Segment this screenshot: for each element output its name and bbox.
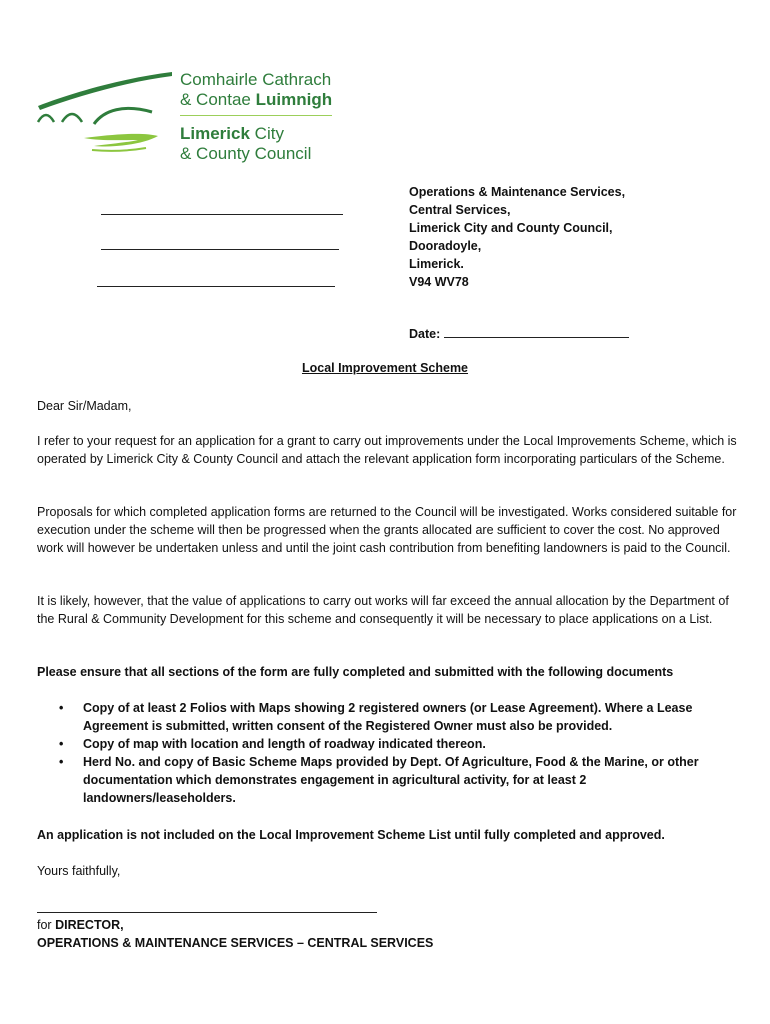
date-field: [409, 325, 629, 341]
logo-irish-line-1: Comhairle Cathrach: [180, 70, 332, 89]
date-label: Date:: [409, 327, 441, 341]
salutation: Dear Sir/Madam,: [37, 399, 132, 413]
address-line: Limerick.: [409, 257, 464, 271]
council-emblem-icon: [34, 64, 180, 168]
logo-english-line-1: Limerick City: [180, 124, 284, 143]
signatory-title: for DIRECTOR,: [37, 918, 124, 932]
address-line: V94 WV78: [409, 275, 469, 289]
closing: Yours faithfully,: [37, 864, 121, 878]
requirement-item: • Copy of at least 2 Folios with Maps showing 2 registered owners (or Lease Agreement). Where a Lease Agreement is submitted, written consent of the Registered Owner must also be provided.: [37, 699, 727, 735]
requirement-item: • Copy of map with location and length of roadway indicated thereon.: [37, 735, 727, 753]
council-logo: [34, 64, 334, 168]
paragraph-allocation: It is likely, however, that the value of applications to carry out works will far exceed the annual allocation by the Department of the Rural & Community Development for this scheme and consequently it will be necessary to place applications on a List.: [37, 594, 729, 626]
paragraph-request: I refer to your request for an application for a grant to carry out improvements under the Local Improvements Scheme, which is operated by Limerick City & County Council and attach the relevant application form incorporating particulars of the Scheme.: [37, 434, 737, 466]
address-line: Dooradoyle,: [409, 239, 482, 253]
signature-line[interactable]: [37, 912, 377, 913]
approval-notice: An application is not included on the Local Improvement Scheme List until fully completed and approved.: [37, 828, 665, 842]
date-input-line[interactable]: [444, 325, 629, 338]
sender-address: [409, 183, 625, 291]
address-line: Operations & Maintenance Services,: [409, 185, 626, 199]
requirements-intro: Please ensure that all sections of the form are fully completed and submitted with the following documents: [37, 665, 674, 679]
logo-english-line-2: & County Council: [180, 144, 312, 163]
paragraph-proposals: Proposals for which completed application forms are returned to the Council will be investigated. Works considered suitable for execution under the scheme will then be progressed when the grants allocated are sufficient to cover the cost. No approved work will however be undertaken unless and until the joint cash contribution from benefiting landowners is paid to the Council.: [37, 505, 737, 555]
signatory-department: OPERATIONS & MAINTENANCE SERVICES – CENTRAL SERVICES: [37, 936, 434, 950]
recipient-address-line-3[interactable]: [97, 286, 335, 287]
address-line: Limerick City and County Council,: [409, 221, 613, 235]
document-title: Local Improvement Scheme: [301, 361, 469, 375]
requirements-list: [37, 699, 727, 807]
recipient-address-line-2[interactable]: [101, 249, 339, 250]
logo-irish-line-2: & Contae Luimnigh: [180, 90, 333, 109]
logo-divider: [180, 115, 332, 116]
address-line: Central Services,: [409, 203, 511, 217]
recipient-address-line-1[interactable]: [101, 214, 343, 215]
requirement-item: • Herd No. and copy of Basic Scheme Maps provided by Dept. Of Agriculture, Food & the Marine, or other documentation which demonstrates engagement in agricultural activity, for at least 2 landowners/leaseholders.: [37, 753, 727, 807]
